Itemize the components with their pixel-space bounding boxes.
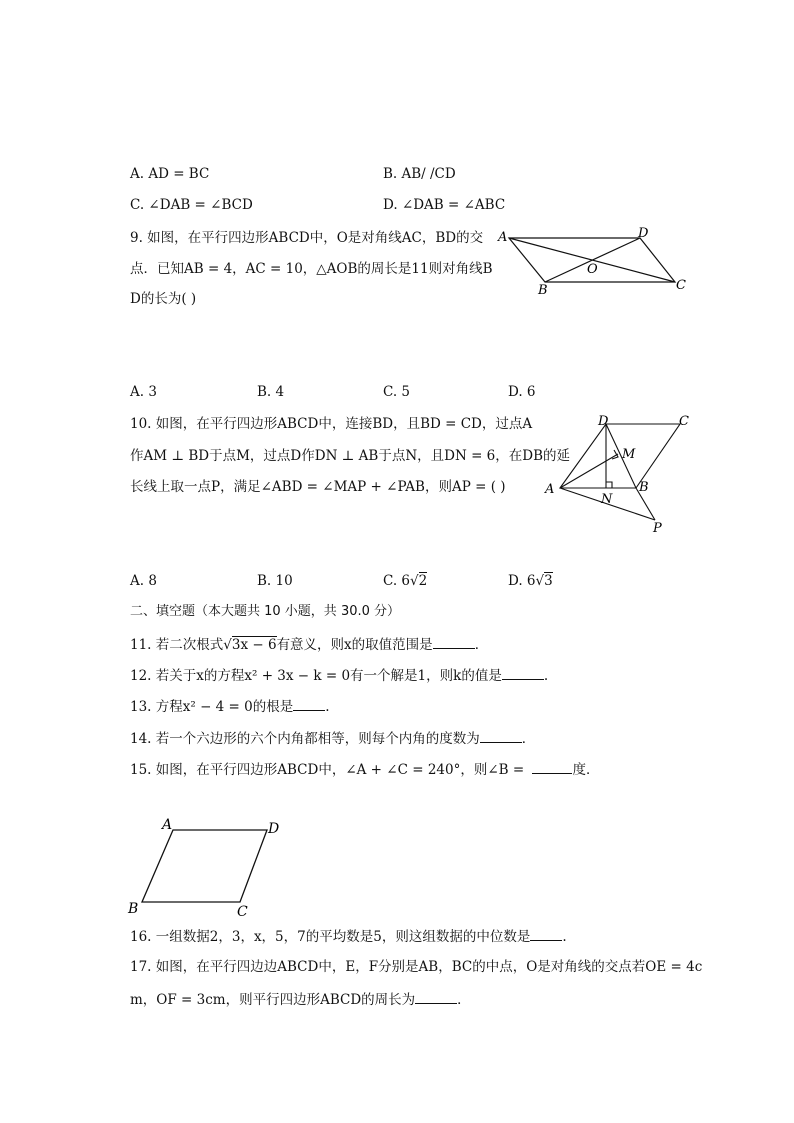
q12-text-main: 12. 若关于x的方程x² + 3x − k = 0有一个解是1，则k的值是 bbox=[130, 668, 502, 684]
q16-answer-blank[interactable] bbox=[530, 926, 562, 941]
q9-option-b: B. 4 bbox=[257, 384, 285, 400]
q14-text-main: 14. 若一个六边形的六个内角都相等，则每个内角的度数为 bbox=[130, 731, 480, 747]
q13-answer-blank[interactable] bbox=[293, 696, 325, 711]
section-title: 二、填空题（本大题共 10 小题，共 30.0 分） bbox=[130, 604, 401, 619]
q8-option-a: A. AD = BC bbox=[130, 166, 210, 182]
q10-text-line2: 作AM ⊥ BD于点M，过点D作DN ⊥ AB于点N，且DN = 6，在DB的延 bbox=[130, 448, 571, 464]
q15-label-d: D bbox=[268, 821, 280, 837]
q8-option-d: D. ∠DAB = ∠ABC bbox=[383, 197, 506, 213]
q10-option-d bbox=[508, 571, 553, 591]
q15-label-b: B bbox=[128, 901, 139, 917]
q12-text bbox=[130, 665, 548, 686]
q14-text bbox=[130, 728, 535, 749]
q13-text bbox=[130, 696, 330, 717]
q9-label-b: B bbox=[538, 283, 548, 298]
q10-text-line1: 10. 如图，在平行四边形ABCD中，连接BD，且BD = CD，过点A bbox=[130, 416, 533, 432]
q15-text bbox=[130, 759, 599, 780]
q11-text-end: ． bbox=[474, 637, 489, 653]
q16-text bbox=[130, 926, 567, 947]
q16-text-end: . bbox=[562, 929, 567, 945]
sqrt-symbol-icon: √ bbox=[223, 637, 232, 653]
q11-radicand: 3x − 6 bbox=[231, 637, 277, 653]
q10-label-d: D bbox=[598, 414, 609, 429]
q9-text-line1: 9. 如图，在平行四边形ABCD中，O是对角线AC，BD的交 bbox=[130, 230, 484, 246]
q16-text-main: 16. 一组数据2，3，x，5，7的平均数是5，则这组数据的中位数是 bbox=[130, 929, 531, 945]
q15-label-c: C bbox=[237, 904, 248, 920]
q9-option-a: A. 3 bbox=[130, 384, 157, 400]
q15-label-a: A bbox=[162, 817, 173, 833]
q10-label-n: N bbox=[601, 492, 613, 507]
q10-text-line3: 长线上取一点P，满足∠ABD = ∠MAP + ∠PAB，则AP = ( ) bbox=[130, 479, 506, 495]
q14-answer-blank[interactable] bbox=[480, 728, 522, 743]
sqrt-symbol-icon: √ bbox=[410, 573, 419, 589]
q17-text-line2 bbox=[130, 989, 471, 1010]
q11-text-post: 有意义，则x的取值范围是 bbox=[276, 637, 433, 653]
q15-text-end: 度． bbox=[572, 762, 600, 778]
q11-answer-blank[interactable] bbox=[433, 634, 475, 649]
q10-parallelogram-figure bbox=[540, 412, 700, 537]
q13-text-main: 13. 方程x² − 4 = 0的根是 bbox=[130, 699, 294, 715]
q10-option-c-prefix: C. 6 bbox=[383, 573, 411, 589]
q14-text-end: ． bbox=[521, 731, 536, 747]
q12-text-end: . bbox=[543, 668, 549, 684]
q10-option-c-radicand: 2 bbox=[418, 573, 428, 589]
q9-label-c: C bbox=[676, 278, 686, 293]
q17-text-main: m，OF = 3cm，则平行四边形ABCD的周长为 bbox=[130, 992, 416, 1008]
sqrt-symbol-icon: √ bbox=[535, 573, 545, 589]
q17-text-line1: 17. 如图，在平行四边边ABCD中，E，F分别是AB，BC的中点，O是对角线的交点若OE = 4c bbox=[130, 959, 703, 975]
q17-text-end: ． bbox=[457, 992, 471, 1008]
q10-label-c: C bbox=[679, 414, 689, 429]
q8-option-c: C. ∠DAB = ∠BCD bbox=[130, 197, 253, 213]
q9-text-line2: 点．已知AB = 4，AC = 10，△AOB的周长是11则对角线B bbox=[130, 261, 493, 277]
q9-option-c: C. 5 bbox=[383, 384, 411, 400]
q10-option-d-radicand: 3 bbox=[544, 573, 553, 589]
q10-option-b: B. 10 bbox=[257, 573, 293, 589]
q11-text bbox=[130, 634, 488, 655]
q10-label-p: P bbox=[653, 521, 662, 536]
q9-label-o: O bbox=[587, 262, 598, 277]
q9-option-d: D. 6 bbox=[508, 384, 536, 400]
q9-label-a: A bbox=[498, 230, 508, 245]
q15-parallelogram-figure bbox=[125, 812, 290, 920]
q9-label-d: D bbox=[638, 226, 649, 241]
q13-text-end: . bbox=[325, 699, 330, 715]
q10-option-a: A. 8 bbox=[130, 573, 157, 589]
q17-answer-blank[interactable] bbox=[415, 989, 457, 1004]
q9-text-line3: D的长为( ) bbox=[130, 291, 197, 307]
q10-option-d-prefix: D. 6 bbox=[508, 573, 536, 589]
q10-label-a: A bbox=[545, 482, 555, 497]
q10-option-c bbox=[383, 571, 427, 591]
q9-parallelogram-figure bbox=[495, 225, 695, 300]
q15-text-main: 15. 如图，在平行四边形ABCD中，∠A + ∠C = 240°，则∠B = bbox=[130, 762, 529, 778]
q11-text-pre: 11. 若二次根式 bbox=[130, 637, 224, 653]
q15-answer-blank[interactable] bbox=[532, 759, 572, 774]
q12-answer-blank[interactable] bbox=[502, 665, 544, 680]
q8-option-b: B. AB/ /CD bbox=[383, 166, 456, 182]
q10-label-b: B bbox=[639, 480, 649, 495]
q10-label-m: M bbox=[622, 447, 636, 462]
